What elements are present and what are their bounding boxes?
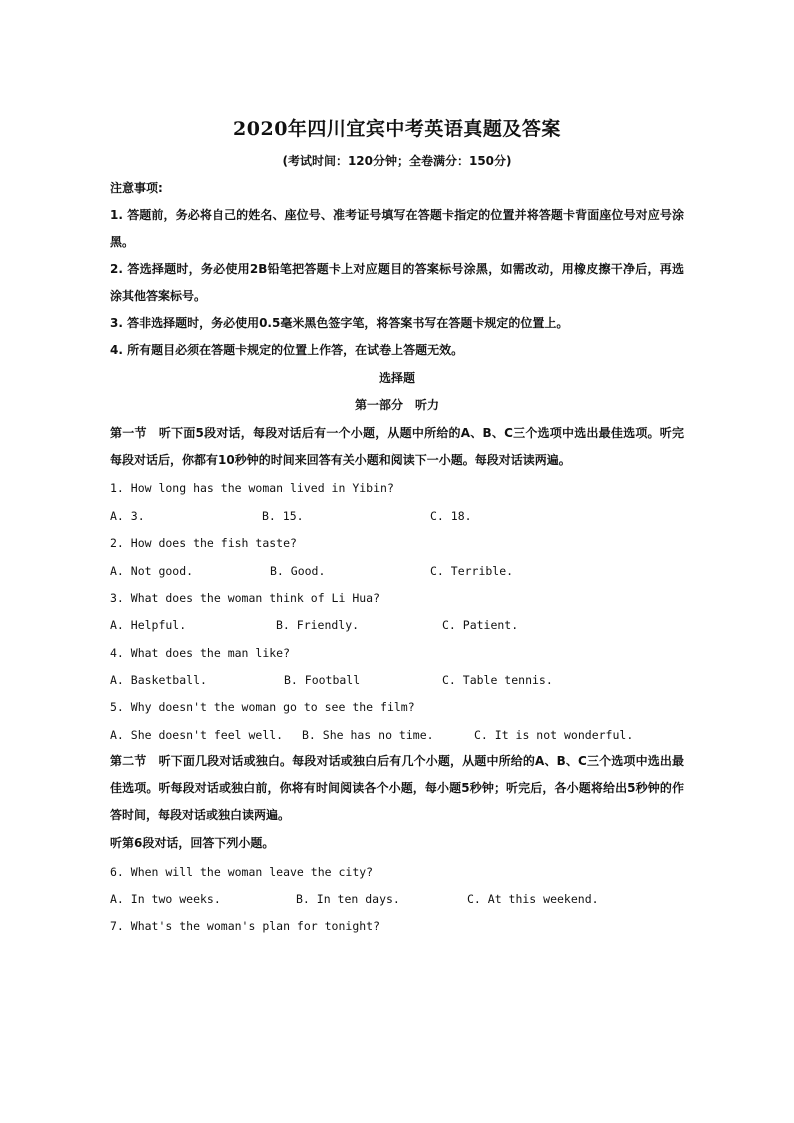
section2-instructions: 第二节 听下面几段对话或独白。每段对话或独白后有几个小题，从题中所给的A、B、C三个选项中选出最佳选项。听每段对话或独白前，你将有时间阅读各个小题，每小题5秒钟；听完后，各小题将给出5秒钟的作答时间，每段对话或独白读两遍。	[110, 754, 684, 822]
options-5	[110, 722, 684, 749]
option-a: A. Not good.	[110, 564, 194, 578]
option-b: B. 15.	[262, 509, 304, 523]
options-2	[110, 558, 684, 585]
section1-instructions: 第一节 听下面5段对话，每段对话后有一个小题，从题中所给的A、B、C三个选项中选出最佳选项。听完每段对话后，你都有10秒钟的时间来回答有关小题和阅读下一小题。每段对话读两遍。	[110, 426, 684, 467]
option-c: C. Table tennis.	[442, 673, 553, 687]
option-a: A. 3.	[110, 509, 145, 523]
notice-item-1: 1. 答题前，务必将自己的姓名、座位号、准考证号填写在答题卡指定的位置并将答题卡背面座位号对应号涂黑。	[110, 208, 684, 249]
option-a: A. In two weeks.	[110, 892, 221, 906]
question-1: 1. How long has the woman lived in Yibin?	[110, 481, 394, 495]
option-b: B. Football	[284, 673, 361, 687]
option-a: A. Basketball.	[110, 673, 207, 687]
exam-info: (考试时间：120分钟；全卷满分：150分)	[282, 154, 512, 168]
question-6: 6. When will the woman leave the city?	[110, 865, 374, 879]
options-1	[110, 503, 684, 530]
option-c: C. It is not wonderful.	[474, 728, 634, 742]
part-title: 第一部分 听力	[354, 398, 439, 412]
option-a: A. Helpful.	[110, 618, 187, 632]
options-4	[110, 667, 684, 694]
option-c: C. 18.	[430, 509, 472, 523]
page-title: 2020年四川宜宾中考英语真题及答案	[233, 118, 561, 140]
option-b: B. She has no time.	[302, 728, 434, 742]
notice-item-4: 4. 所有题目必须在答题卡规定的位置上作答，在试卷上答题无效。	[110, 343, 464, 357]
question-2: 2. How does the fish taste?	[110, 536, 297, 550]
option-a: A. She doesn't feel well.	[110, 728, 284, 742]
section-title: 选择题	[378, 371, 415, 385]
question-7: 7. What's the woman's plan for tonight?	[110, 919, 381, 933]
notice-item-3: 3. 答非选择题时，务必使用0.5毫米黑色签字笔，将答案书写在答题卡规定的位置上。	[110, 316, 569, 330]
option-b: B. In ten days.	[296, 892, 400, 906]
dialog-6-heading: 听第6段对话，回答下列小题。	[110, 836, 275, 850]
option-c: C. At this weekend.	[467, 892, 599, 906]
options-3	[110, 612, 684, 639]
option-c: C. Patient.	[442, 618, 519, 632]
question-3: 3. What does the woman think of Li Hua?	[110, 591, 381, 605]
options-6	[110, 886, 684, 913]
question-4: 4. What does the man like?	[110, 646, 291, 660]
notice-heading: 注意事项:	[110, 181, 163, 195]
option-c: C. Terrible.	[430, 564, 514, 578]
option-b: B. Good.	[270, 564, 326, 578]
question-5: 5. Why doesn't the woman go to see the film?	[110, 700, 415, 714]
option-b: B. Friendly.	[276, 618, 360, 632]
notice-item-2: 2. 答选择题时，务必使用2B铅笔把答题卡上对应题目的答案标号涂黑，如需改动，用橡皮擦干净后，再选涂其他答案标号。	[110, 262, 684, 303]
